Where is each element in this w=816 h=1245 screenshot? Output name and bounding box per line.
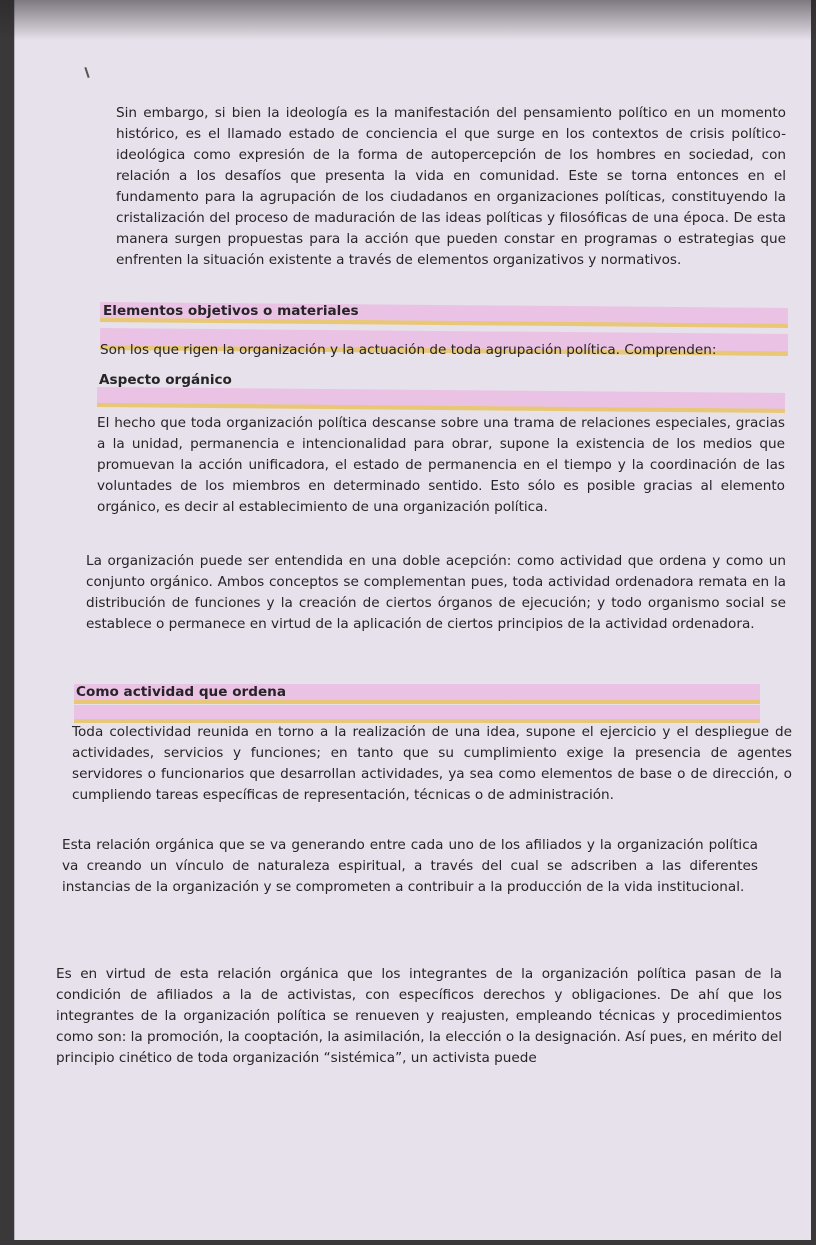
paragraph-ideologia: Sin embargo, si bien la ideología es la manifestación del pensamiento político en un momento histórico, es el llamado estado de conciencia el que surge en los contextos de crisis político-ideológica como expresión de la forma de autopercepción de los hombres en sociedad, con relación a los desafíos que presenta la vida en comunidad. Este se torna entonces en el fundamento para la agrupación de los ciudadanos en organizaciones políticas, constituyendo la cristalización del proceso de maduración de las ideas políticas y filosóficas de una época. De esta manera surgen propuestas para la acción que pueden constar en programas o estrategias que enfrenten la situación existente a través de elementos organizativos y normativos.	[116, 105, 786, 268]
paragraph-trama-relaciones: El hecho que toda organización política descanse sobre una trama de relaciones especiales, gracias a la unidad, permanencia e intencionalidad para obrar, supone la existencia de los medios que promuevan la acción unificadora, el estado de permanencia en el tiempo y la coordinación de las voluntades de los miembros en determinado sentido. Esto sólo es posible gracias al elemento orgánico, es decir al establecimiento de una organización política.	[97, 415, 785, 515]
paragraph-relacion-organica: Esta relación orgánica que se va generando entre cada uno de los afiliados y la organización política va creando un vínculo de naturaleza espiritual, a través del cual se adscriben a las diferentes instancias de la organización y se comprometen a contribuir a la producción de la vida institucional.	[62, 837, 758, 895]
heading-aspecto-organico: Aspecto orgánico	[99, 372, 232, 388]
heading-actividad-ordena: Como actividad que ordena	[76, 684, 287, 700]
paragraph-comprenden: Son los que rigen la organización y la actuación de toda agrupación política. Comprenden:	[100, 342, 717, 358]
paragraph-activistas: Es en virtud de esta relación orgánica que los integrantes de la organización política pasan de la condición de afiliados a la de activistas, con específicos derechos y obligaciones. De ahí que los integrantes de la organización política se renueven y reajusten, empleando técnicas y procedimientos como son: la promoción, la cooptación, la asimilación, la elección o la designación. Así pues, en mérito del principio cinético de toda organización “sistémica”, un activista puede	[56, 966, 782, 1066]
heading-highlight	[74, 705, 760, 723]
heading-elementos-objetivos: Elementos objetivos o materiales	[103, 303, 359, 319]
paragraph-doble-acepcion: La organización puede ser entendida en una doble acepción: como actividad que ordena y como un conjunto orgánico. Ambos conceptos se complementan pues, toda actividad ordenadora remata en la distribución de funciones y la creación de ciertos órganos de ejecución; y todo organismo social se establece o permanece en virtud de la aplicación de ciertos principios de la actividad ordenadora.	[86, 553, 786, 632]
paragraph-colectividad: Toda colectividad reunida en torno a la realización de una idea, supone el ejercicio y el despliegue de actividades, servicios y funciones; en tanto que su cumplimiento exige la presencia de agentes servidores o funcionarios que desarrollan actividades, ya sea como elementos de base o de dirección, o cumpliendo tareas específicas de representación, técnicas o de administración.	[72, 724, 792, 803]
